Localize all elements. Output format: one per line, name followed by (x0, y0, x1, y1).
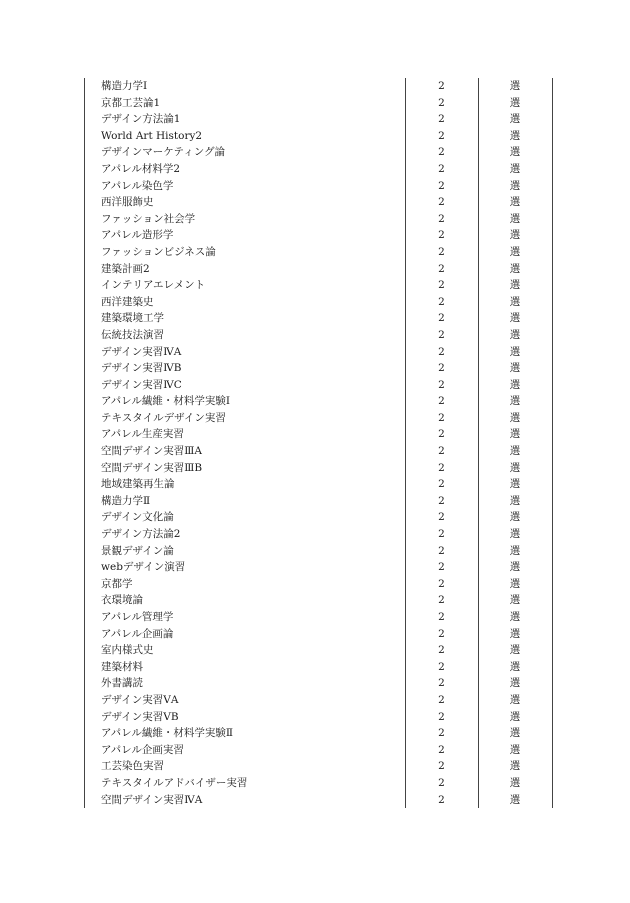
course-type: 選 (509, 577, 521, 590)
table-row (85, 576, 552, 593)
course-type: 選 (509, 179, 521, 192)
course-type: 選 (509, 478, 521, 491)
course-name: 地域建築再生論 (101, 478, 175, 491)
course-type: 選 (509, 760, 521, 773)
course-type: 選 (509, 627, 521, 640)
course-name: デザイン実習ⅤA (101, 693, 179, 706)
course-name: 景観デザイン論 (101, 544, 174, 557)
table-row (85, 261, 552, 278)
course-credits: 2 (438, 96, 445, 109)
table-row (85, 476, 552, 493)
course-type: 選 (509, 146, 521, 159)
course-type: 選 (509, 229, 521, 242)
course-credits: 2 (438, 461, 445, 474)
course-name: 空間デザイン実習ⅢB (101, 461, 203, 474)
course-name: アパレル染色学 (101, 179, 174, 192)
course-credits: 2 (438, 494, 445, 507)
course-credits: 2 (438, 727, 445, 740)
table-row (85, 244, 552, 261)
course-name: 空間デザイン実習ⅣA (101, 793, 203, 806)
course-credits: 2 (438, 627, 445, 640)
table-row (85, 144, 552, 161)
course-type: 選 (509, 561, 521, 574)
table-row (85, 692, 552, 709)
course-type: 選 (509, 793, 521, 806)
course-credits: 2 (438, 80, 445, 92)
course-type: 選 (509, 428, 521, 441)
course-name: ファッション社会学 (101, 212, 196, 225)
table-row (85, 559, 552, 576)
course-name: デザイン実習ⅣC (101, 378, 182, 391)
table-row (85, 675, 552, 692)
course-credits: 2 (438, 644, 445, 657)
table-row (85, 493, 552, 510)
table-row (85, 128, 552, 145)
course-credits: 2 (438, 362, 445, 375)
course-name: World Art History2 (101, 129, 203, 142)
course-credits: 2 (438, 561, 445, 574)
course-name: ファッションビジネス論 (101, 245, 216, 258)
course-type: 選 (509, 129, 521, 142)
course-credits: 2 (438, 245, 445, 258)
course-name: デザイン文化論 (101, 511, 174, 524)
course-name: アパレル造形学 (101, 229, 174, 242)
table-row (85, 509, 552, 526)
course-type: 選 (509, 162, 521, 175)
course-name: テキスタイルデザイン実習 (101, 411, 226, 424)
course-name: 空間デザイン実習ⅢA (101, 445, 202, 458)
table-row (85, 642, 552, 659)
course-name: デザイン方法論1 (101, 113, 181, 126)
table-row (85, 592, 552, 609)
table-row (85, 443, 552, 460)
course-credits: 2 (438, 793, 445, 806)
course-table (84, 78, 553, 808)
table-row (85, 294, 552, 311)
table-row (85, 543, 552, 560)
table-row (85, 377, 552, 394)
table-row (85, 775, 552, 792)
table-row (85, 211, 552, 228)
course-type: 選 (509, 411, 521, 424)
course-credits: 2 (438, 212, 445, 225)
course-name: アパレル管理学 (101, 611, 174, 623)
course-credits: 2 (438, 544, 445, 557)
course-credits: 2 (438, 196, 445, 209)
course-name: 建築環境工学 (101, 312, 164, 325)
course-name: デザインマーケティング論 (101, 146, 226, 159)
table-row (85, 758, 552, 775)
course-credits: 2 (438, 113, 445, 126)
course-name: 伝統技法演習 (101, 328, 164, 341)
course-credits: 2 (438, 229, 445, 242)
course-credits: 2 (438, 760, 445, 773)
table-row (85, 659, 552, 676)
course-name: デザイン方法論2 (101, 528, 181, 541)
course-credits: 2 (438, 743, 445, 756)
course-name: インテリアエレメント (101, 279, 206, 292)
course-credits: 2 (438, 528, 445, 541)
course-type: 選 (509, 660, 521, 673)
course-name: 構造力学Ⅰ (101, 80, 148, 92)
course-type: 選 (509, 245, 521, 258)
table-row (85, 277, 552, 294)
table-row (85, 526, 552, 543)
table-row (85, 709, 552, 726)
table-row (85, 460, 552, 477)
course-name: アパレル企画論 (101, 627, 174, 640)
course-type: 選 (509, 362, 521, 375)
course-type: 選 (509, 494, 521, 507)
course-name: 衣環境論 (101, 594, 143, 607)
course-credits: 2 (438, 295, 445, 308)
course-name: デザイン実習ⅣB (101, 362, 182, 375)
course-type: 選 (509, 96, 521, 109)
course-credits: 2 (438, 677, 445, 690)
course-rows (85, 78, 552, 808)
course-type: 選 (509, 395, 521, 408)
course-name: 建築材料 (101, 660, 143, 673)
table-row (85, 360, 552, 377)
course-type: 選 (509, 312, 521, 325)
course-credits: 2 (438, 428, 445, 441)
table-row (85, 178, 552, 195)
table-row (85, 410, 552, 427)
table-row (85, 725, 552, 742)
course-name: 工芸染色実習 (101, 760, 164, 773)
course-name: アパレル材料学2 (101, 162, 181, 175)
course-credits: 2 (438, 395, 445, 408)
course-name: 京都工芸論1 (101, 96, 161, 109)
course-credits: 2 (438, 411, 445, 424)
course-type: 選 (509, 511, 521, 524)
course-name: 京都学 (101, 577, 133, 590)
course-type: 選 (509, 279, 521, 292)
table-row (85, 742, 552, 759)
course-type: 選 (509, 196, 521, 209)
course-name: デザイン実習ⅣA (101, 345, 182, 358)
course-credits: 2 (438, 279, 445, 292)
course-credits: 2 (438, 594, 445, 607)
course-type: 選 (509, 776, 521, 789)
course-type: 選 (509, 544, 521, 557)
course-type: 選 (509, 710, 521, 723)
course-name: アパレル生産実習 (101, 428, 184, 441)
course-credits: 2 (438, 262, 445, 275)
course-name: 室内様式史 (101, 644, 154, 657)
course-type: 選 (509, 345, 521, 358)
course-type: 選 (509, 644, 521, 657)
course-credits: 2 (438, 693, 445, 706)
course-type: 選 (509, 528, 521, 541)
course-type: 選 (509, 328, 521, 341)
table-row (85, 327, 552, 344)
table-row (85, 111, 552, 128)
course-credits: 2 (438, 129, 445, 142)
course-type: 選 (509, 113, 521, 126)
table-row (85, 609, 552, 626)
course-type: 選 (509, 677, 521, 690)
table-row (85, 161, 552, 178)
course-name: 外書講読 (101, 677, 143, 690)
course-credits: 2 (438, 660, 445, 673)
course-type: 選 (509, 743, 521, 756)
course-name: 建築計画2 (101, 262, 150, 275)
course-type: 選 (509, 594, 521, 607)
course-credits: 2 (438, 345, 445, 358)
table-row (85, 626, 552, 643)
course-type: 選 (509, 461, 521, 474)
course-credits: 2 (438, 511, 445, 524)
table-row (85, 95, 552, 112)
course-type: 選 (509, 445, 521, 458)
course-credits: 2 (438, 710, 445, 723)
course-name: アパレル企画実習 (101, 743, 184, 756)
course-credits: 2 (438, 328, 445, 341)
course-credits: 2 (438, 445, 445, 458)
course-name: 西洋建築史 (101, 295, 154, 308)
table-row (85, 194, 552, 211)
course-name: webデザイン演習 (101, 561, 186, 574)
table-row (85, 78, 552, 95)
table-row (85, 344, 552, 361)
course-type: 選 (509, 693, 521, 706)
course-credits: 2 (438, 478, 445, 491)
table-row (85, 227, 552, 244)
course-credits: 2 (438, 162, 445, 175)
course-credits: 2 (438, 146, 445, 159)
course-name: 西洋服飾史 (101, 196, 154, 209)
course-credits: 2 (438, 776, 445, 789)
course-name: アパレル繊維・材料学実験Ⅰ (101, 395, 231, 408)
table-row (85, 393, 552, 410)
course-type: 選 (509, 611, 521, 623)
course-credits: 2 (438, 577, 445, 590)
course-type: 選 (509, 212, 521, 225)
course-type: 選 (509, 727, 521, 740)
course-credits: 2 (438, 611, 445, 623)
course-credits: 2 (438, 312, 445, 325)
course-name: 構造力学Ⅱ (101, 494, 151, 507)
course-type: 選 (509, 295, 521, 308)
course-name: デザイン実習ⅤB (101, 710, 179, 723)
course-name: アパレル繊維・材料学実験Ⅱ (101, 727, 234, 740)
course-type: 選 (509, 378, 521, 391)
course-name: テキスタイルアドバイザー実習 (101, 776, 248, 789)
table-row (85, 310, 552, 327)
course-credits: 2 (438, 179, 445, 192)
course-type: 選 (509, 262, 521, 275)
course-type: 選 (509, 80, 521, 92)
table-row (85, 426, 552, 443)
course-credits: 2 (438, 378, 445, 391)
table-row (85, 792, 552, 809)
